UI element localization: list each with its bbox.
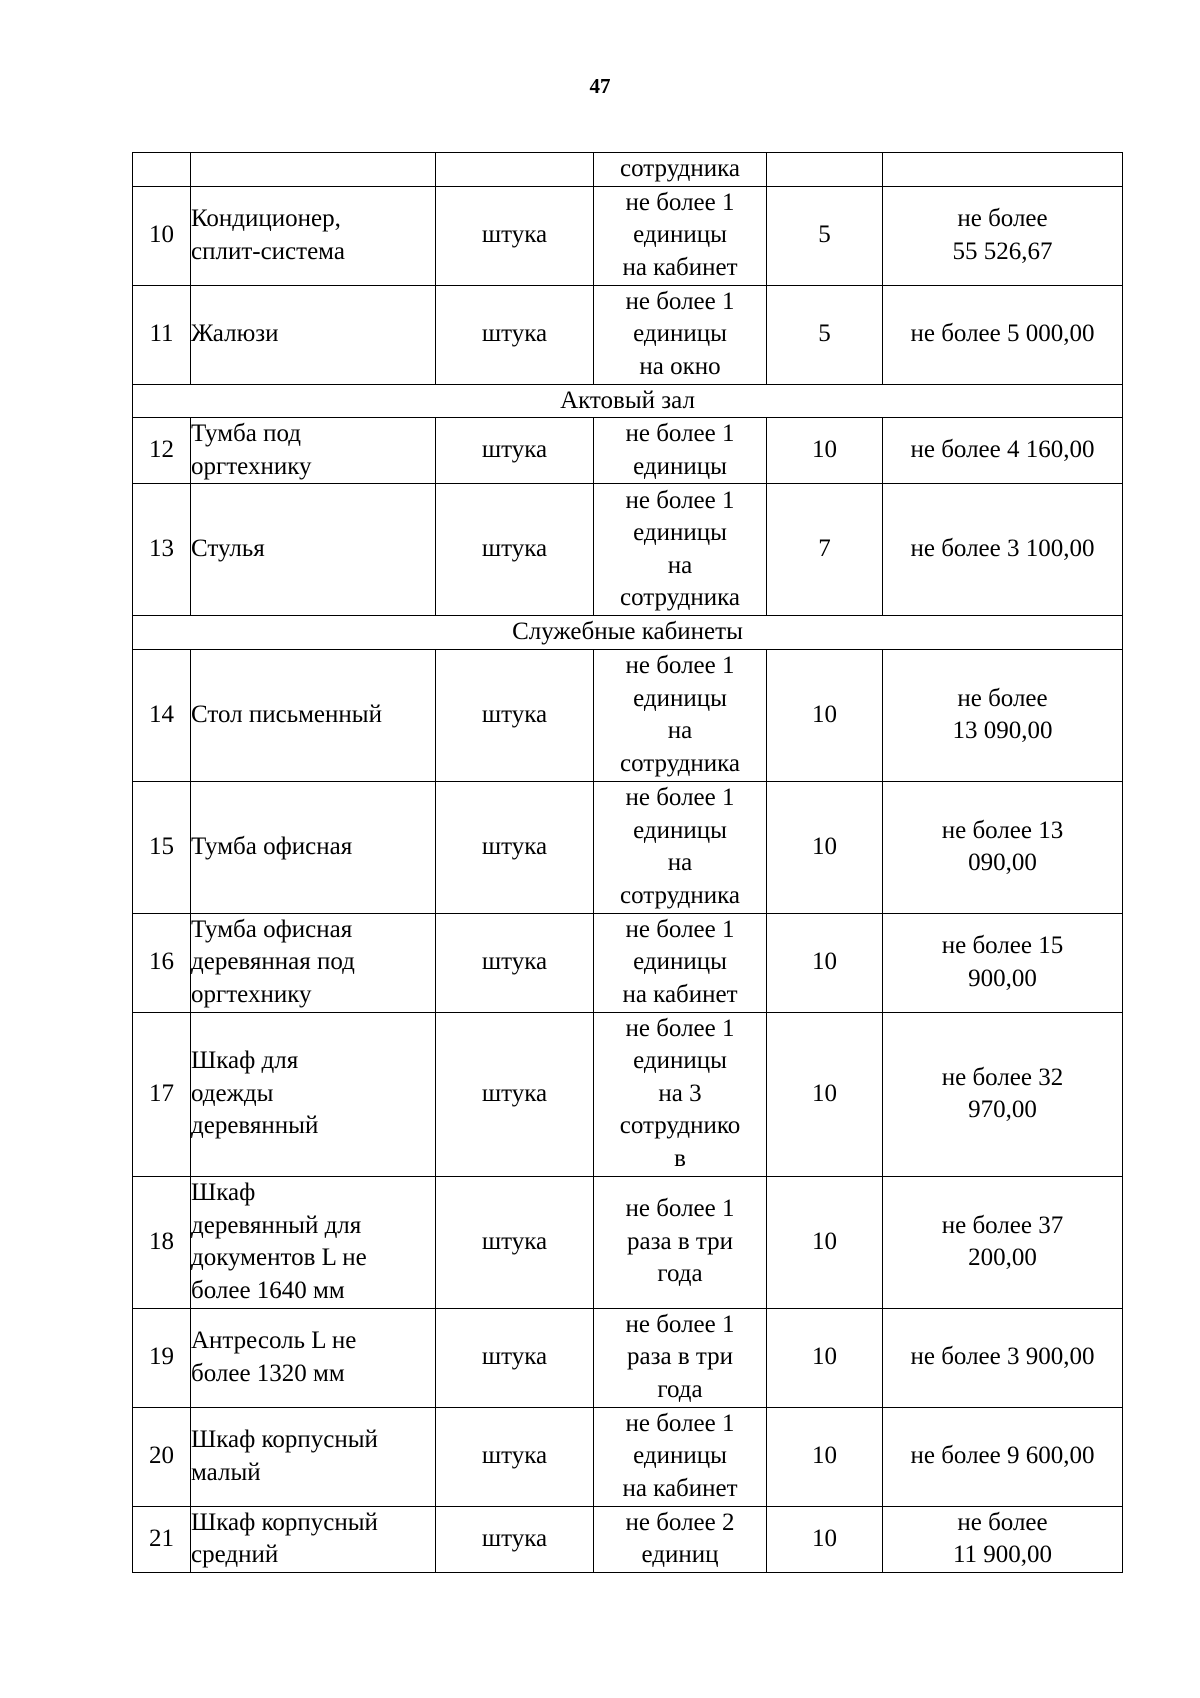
norm-cell-line: не более 1	[625, 1310, 735, 1338]
item-name-cell	[191, 1407, 436, 1506]
continuation-unit-cell	[436, 153, 594, 187]
item-name-cell-line: Тумба под	[191, 420, 301, 447]
price-cell-line: не более 3 100,00	[910, 535, 1095, 563]
unit-cell: штука	[436, 1308, 594, 1407]
table-row	[133, 1176, 1123, 1308]
table-row	[133, 1506, 1123, 1572]
norm-cell-line: сотрудника	[620, 584, 740, 611]
norm-cell-line: сотрудника	[620, 749, 740, 777]
price-cell-line: 55 526,67	[952, 237, 1053, 265]
row-number-cell: 10	[133, 186, 191, 285]
price-cell	[883, 186, 1123, 285]
norm-cell-line: не более 1	[625, 188, 735, 216]
section-row	[133, 616, 1123, 650]
norm-cell	[594, 285, 767, 384]
norm-cell-line: на кабинет	[622, 1474, 738, 1502]
table-row	[133, 1407, 1123, 1506]
row-number-cell: 21	[133, 1506, 191, 1572]
item-name-cell	[191, 484, 436, 616]
norm-cell-line: не более 1	[625, 1409, 735, 1437]
price-cell-line: не более 37	[941, 1211, 1064, 1239]
item-name-cell	[191, 418, 436, 484]
continuation-row	[133, 153, 1123, 187]
unit-cell: штука	[436, 418, 594, 484]
price-cell-line: не более 3 900,00	[910, 1343, 1095, 1371]
item-name-cell-line: деревянный	[191, 1112, 319, 1140]
price-cell	[883, 1012, 1123, 1176]
price-cell-line: не более 13	[941, 816, 1064, 844]
norm-cell-line: единицы	[633, 1047, 727, 1075]
price-cell-line: не более	[957, 684, 1048, 712]
quantity-cell: 10	[767, 418, 883, 484]
item-name-cell-line: одежды	[191, 1079, 274, 1107]
item-name-cell-line: оргтехнику	[191, 452, 312, 480]
price-cell-line: не более 9 600,00	[910, 1442, 1095, 1470]
item-name-cell-line: Жалюзи	[191, 320, 279, 348]
norm-cell	[594, 1407, 767, 1506]
price-cell	[883, 1407, 1123, 1506]
row-number-cell: 19	[133, 1308, 191, 1407]
norm-cell-line: единицы	[633, 816, 727, 844]
norm-cell-line: не более 1	[625, 652, 735, 679]
continuation-name-cell	[191, 153, 436, 187]
continuation-num-cell	[133, 153, 191, 187]
norm-cell-line: не более 2	[625, 1508, 735, 1536]
price-cell-line: 11 900,00	[952, 1541, 1053, 1568]
price-cell-line: не более 32	[941, 1063, 1064, 1091]
item-name-cell	[191, 649, 436, 781]
price-cell	[883, 285, 1123, 384]
table-row	[133, 484, 1123, 616]
price-cell	[883, 649, 1123, 781]
item-name-cell-line: более 1640 мм	[191, 1276, 345, 1304]
norm-cell-line: в	[674, 1144, 686, 1172]
norm-cell-line: не более 1	[625, 915, 735, 943]
item-name-cell-line: средний	[191, 1541, 279, 1568]
price-cell	[883, 781, 1123, 913]
quantity-cell: 10	[767, 1407, 883, 1506]
norm-cell	[594, 649, 767, 781]
row-number-cell: 12	[133, 418, 191, 484]
norm-cell-line: единиц	[641, 1541, 719, 1568]
unit-cell: штука	[436, 1176, 594, 1308]
norm-cell-line: единицы	[633, 221, 727, 249]
item-name-cell	[191, 913, 436, 1012]
item-name-cell	[191, 1012, 436, 1176]
price-cell-line: 900,00	[968, 964, 1037, 992]
price-cell	[883, 1176, 1123, 1308]
row-number-cell: 14	[133, 649, 191, 781]
item-name-cell-line: деревянная под	[191, 948, 355, 976]
norm-cell-line: на	[667, 849, 693, 876]
item-name-cell	[191, 1176, 436, 1308]
item-name-cell-line: Антресоль L не	[191, 1327, 357, 1354]
item-name-cell-line: Стол письменный	[191, 700, 382, 728]
unit-cell: штука	[436, 1012, 594, 1176]
price-cell-line: 090,00	[968, 849, 1037, 876]
norm-cell-line: на	[667, 717, 693, 744]
page-number: 47	[589, 74, 611, 98]
table-row	[133, 285, 1123, 384]
norm-cell-line: года	[657, 1260, 703, 1288]
price-cell-line: не более 5 000,00	[910, 320, 1095, 348]
quantity-cell: 10	[767, 1506, 883, 1572]
row-number-cell: 17	[133, 1012, 191, 1176]
norm-cell-line: не более 1	[625, 420, 735, 447]
unit-cell: штука	[436, 1407, 594, 1506]
table-row	[133, 186, 1123, 285]
norm-cell-line: не более 1	[625, 784, 735, 811]
item-name-cell-line: документов L не	[191, 1244, 367, 1271]
price-cell-line: 13 090,00	[952, 717, 1053, 744]
table-row	[133, 1012, 1123, 1176]
row-number-cell: 15	[133, 781, 191, 913]
price-cell-line: не более 4 160,00	[910, 436, 1095, 464]
item-name-cell	[191, 285, 436, 384]
norm-cell-line: единицы	[633, 452, 727, 480]
norm-cell-line: не более 1	[625, 287, 735, 315]
unit-cell: штука	[436, 781, 594, 913]
quantity-cell: 10	[767, 1012, 883, 1176]
table-row	[133, 1308, 1123, 1407]
norm-cell-line: на кабинет	[622, 253, 738, 281]
item-name-cell-line: Шкаф корпусный	[191, 1426, 378, 1453]
quantity-cell: 7	[767, 484, 883, 616]
row-number-cell: 20	[133, 1407, 191, 1506]
row-number-cell: 13	[133, 484, 191, 616]
norm-cell-line: сотрудника	[620, 881, 740, 909]
norm-cell-line: раза в три	[627, 1343, 733, 1371]
norm-cell	[594, 1308, 767, 1407]
price-cell	[883, 484, 1123, 616]
norm-cell-line: не более 1	[625, 486, 735, 514]
norm-cell	[594, 1506, 767, 1572]
norm-cell	[594, 1012, 767, 1176]
unit-cell: штука	[436, 1506, 594, 1572]
norm-cell-line: единицы	[633, 684, 727, 712]
quantity-cell: 5	[767, 285, 883, 384]
quantity-cell: 10	[767, 1308, 883, 1407]
section-title: Актовый зал	[133, 384, 1123, 418]
norm-cell-line: на кабинет	[622, 980, 738, 1008]
item-name-cell	[191, 781, 436, 913]
norm-cell-line: не более 1	[625, 1014, 735, 1042]
norm-cell-line: сотруднико	[619, 1112, 741, 1140]
section-title: Служебные кабинеты	[133, 616, 1123, 650]
quantity-cell: 10	[767, 649, 883, 781]
table-row	[133, 781, 1123, 913]
quantity-cell: 10	[767, 913, 883, 1012]
unit-cell: штука	[436, 913, 594, 1012]
norm-cell-line: единицы	[633, 948, 727, 976]
norm-cell-line: единицы	[633, 1442, 727, 1470]
section-row	[133, 384, 1123, 418]
quantity-cell: 10	[767, 781, 883, 913]
norm-cell-line: на 3	[658, 1079, 702, 1107]
item-name-cell-line: Тумба офисная	[191, 832, 353, 860]
norm-cell-line: раза в три	[627, 1227, 733, 1255]
norm-cell	[594, 418, 767, 484]
norm-cell-line: единицы	[633, 320, 727, 348]
item-name-cell-line: малый	[191, 1458, 261, 1486]
item-name-cell-line: деревянный для	[191, 1211, 362, 1239]
price-cell	[883, 418, 1123, 484]
table-row	[133, 649, 1123, 781]
norm-cell-line: не более 1	[625, 1195, 735, 1223]
unit-cell: штука	[436, 649, 594, 781]
table-row	[133, 418, 1123, 484]
table-row	[133, 913, 1123, 1012]
norm-cell	[594, 186, 767, 285]
row-number-cell: 11	[133, 285, 191, 384]
item-name-cell-line: оргтехнику	[191, 980, 312, 1008]
unit-cell: штука	[436, 285, 594, 384]
price-cell-line: не более	[957, 205, 1048, 232]
price-cell	[883, 1308, 1123, 1407]
item-name-cell-line: Шкаф	[191, 1179, 256, 1206]
norm-cell	[594, 781, 767, 913]
quantity-cell: 5	[767, 186, 883, 285]
norm-cell	[594, 484, 767, 616]
norm-cell-line: на окно	[639, 352, 721, 380]
price-cell	[883, 913, 1123, 1012]
price-cell-line: 970,00	[968, 1096, 1037, 1123]
unit-cell: штука	[436, 186, 594, 285]
norm-cell	[594, 913, 767, 1012]
row-number-cell: 18	[133, 1176, 191, 1308]
norm-cell-line: единицы	[633, 519, 727, 546]
item-name-cell-line: Шкаф для	[191, 1047, 299, 1075]
continuation-price-cell	[883, 153, 1123, 187]
equipment-norms-table	[132, 152, 1123, 1573]
item-name-cell-line: Шкаф корпусный	[191, 1508, 378, 1536]
item-name-cell	[191, 1506, 436, 1572]
price-cell-line: 200,00	[968, 1244, 1037, 1271]
norm-cell-line: года	[657, 1375, 703, 1403]
item-name-cell-line: Кондиционер,	[191, 205, 341, 232]
item-name-cell	[191, 1308, 436, 1407]
item-name-cell-line: Стулья	[191, 535, 265, 563]
item-name-cell	[191, 186, 436, 285]
norm-cell-line: на	[667, 551, 693, 579]
item-name-cell-line: Тумба офисная	[191, 915, 353, 943]
continuation-norm-cell: сотрудника	[594, 153, 767, 187]
continuation-qty-cell	[767, 153, 883, 187]
price-cell-line: не более	[957, 1508, 1048, 1536]
item-name-cell-line: сплит-система	[191, 237, 345, 265]
norm-cell	[594, 1176, 767, 1308]
unit-cell: штука	[436, 484, 594, 616]
row-number-cell: 16	[133, 913, 191, 1012]
quantity-cell: 10	[767, 1176, 883, 1308]
price-cell	[883, 1506, 1123, 1572]
item-name-cell-line: более 1320 мм	[191, 1359, 345, 1387]
price-cell-line: не более 15	[941, 932, 1064, 959]
